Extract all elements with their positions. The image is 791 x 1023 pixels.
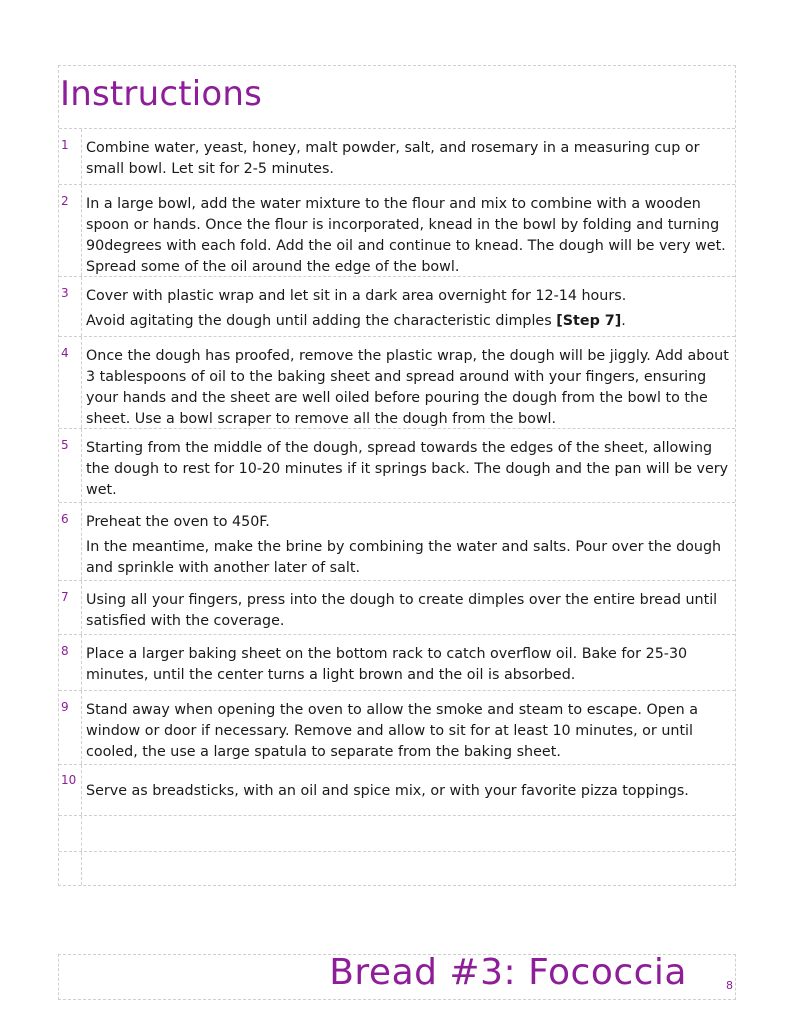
page-heading: Instructions [60,74,263,114]
step-text: Cover with plastic wrap and let sit in a dark area overnight for 12-14 hours. [86,288,627,304]
step-text: Once the dough has proofed, remove the plastic wrap, the dough will be jiggly. Add about 3 tablespoons of oil to the baking sheet and spread around with your fingers, ensuring your hands and the sheet are well oiled before pouring the dough from the bowl to the sheet. Use a bowl scraper to remove all the dough from the bowl. [86,348,729,427]
step-number: 4 [61,346,69,360]
step-number: 10 [61,773,77,787]
footer [58,954,736,1000]
step-text: Starting from the middle of the dough, spread towards the edges of the sheet, allowing the dough to rest for 10-20 minutes if it springs back. The dough and the pan will be very wet. [86,440,729,498]
step-row-6 [59,503,735,581]
step-number: 7 [61,590,69,604]
step-row-7 [59,581,735,635]
recipe-title: Bread #3: Fococcia [329,952,687,993]
step-text: Using all your fingers, press into the dough to create dimples over the entire bread until satisfied with the coverage. [86,592,718,629]
step-text: Serve as breadsticks, with an oil and spice mix, or with your favorite pizza toppings. [86,783,689,799]
step-number: 9 [61,700,69,714]
step-text-note: Avoid agitating the dough until adding the characteristic dimples [Step 7]. [86,313,626,329]
step-row-5 [59,429,735,503]
step-text: Stand away when opening the oven to allow the smoke and steam to escape. Open a window or door if necessary. Remove and allow to sit for at least 10 minutes, or until cooled, the use a large spatula to separate from the baking sheet. [86,702,699,760]
step-row-8 [59,635,735,691]
step-number: 2 [61,194,69,208]
empty-row [59,852,735,885]
step-text-note: In the meantime, make the brine by combining the water and salts. Pour over the dough and sprinkle with another later of salt. [86,539,722,576]
page-number: 8 [726,979,733,992]
step-row-4 [59,337,735,429]
step-text: Combine water, yeast, honey, malt powder, salt, and rosemary in a measuring cup or small bowl. Let sit for 2-5 minutes. [86,140,700,177]
step-text: In a large bowl, add the water mixture to the flour and mix to combine with a wooden spoon or hands. Once the flour is incorporated, knead in the bowl by folding and turning 90degrees with each fold. Add the oil and continue to knead. The dough will be very wet. Spread some of the oil around the edge of the bowl. [86,196,726,275]
empty-row [59,816,735,852]
step-text: Place a larger baking sheet on the bottom rack to catch overflow oil. Bake for 25-30 minutes, until the center turns a light brown and the oil is absorbed. [86,646,688,683]
step-row-2 [59,185,735,277]
step-number: 6 [61,512,69,526]
step-row-9 [59,691,735,765]
heading-cell [59,66,735,129]
step-number: 8 [61,644,69,658]
step-reference: [Step 7] [556,313,622,329]
step-number: 5 [61,438,69,452]
step-text: Preheat the oven to 450F. [86,514,270,530]
step-row-3 [59,277,735,337]
step-number: 3 [61,286,69,300]
instructions-table [58,65,736,886]
step-row-1 [59,129,735,185]
step-row-10 [59,765,735,816]
step-number: 1 [61,138,69,152]
